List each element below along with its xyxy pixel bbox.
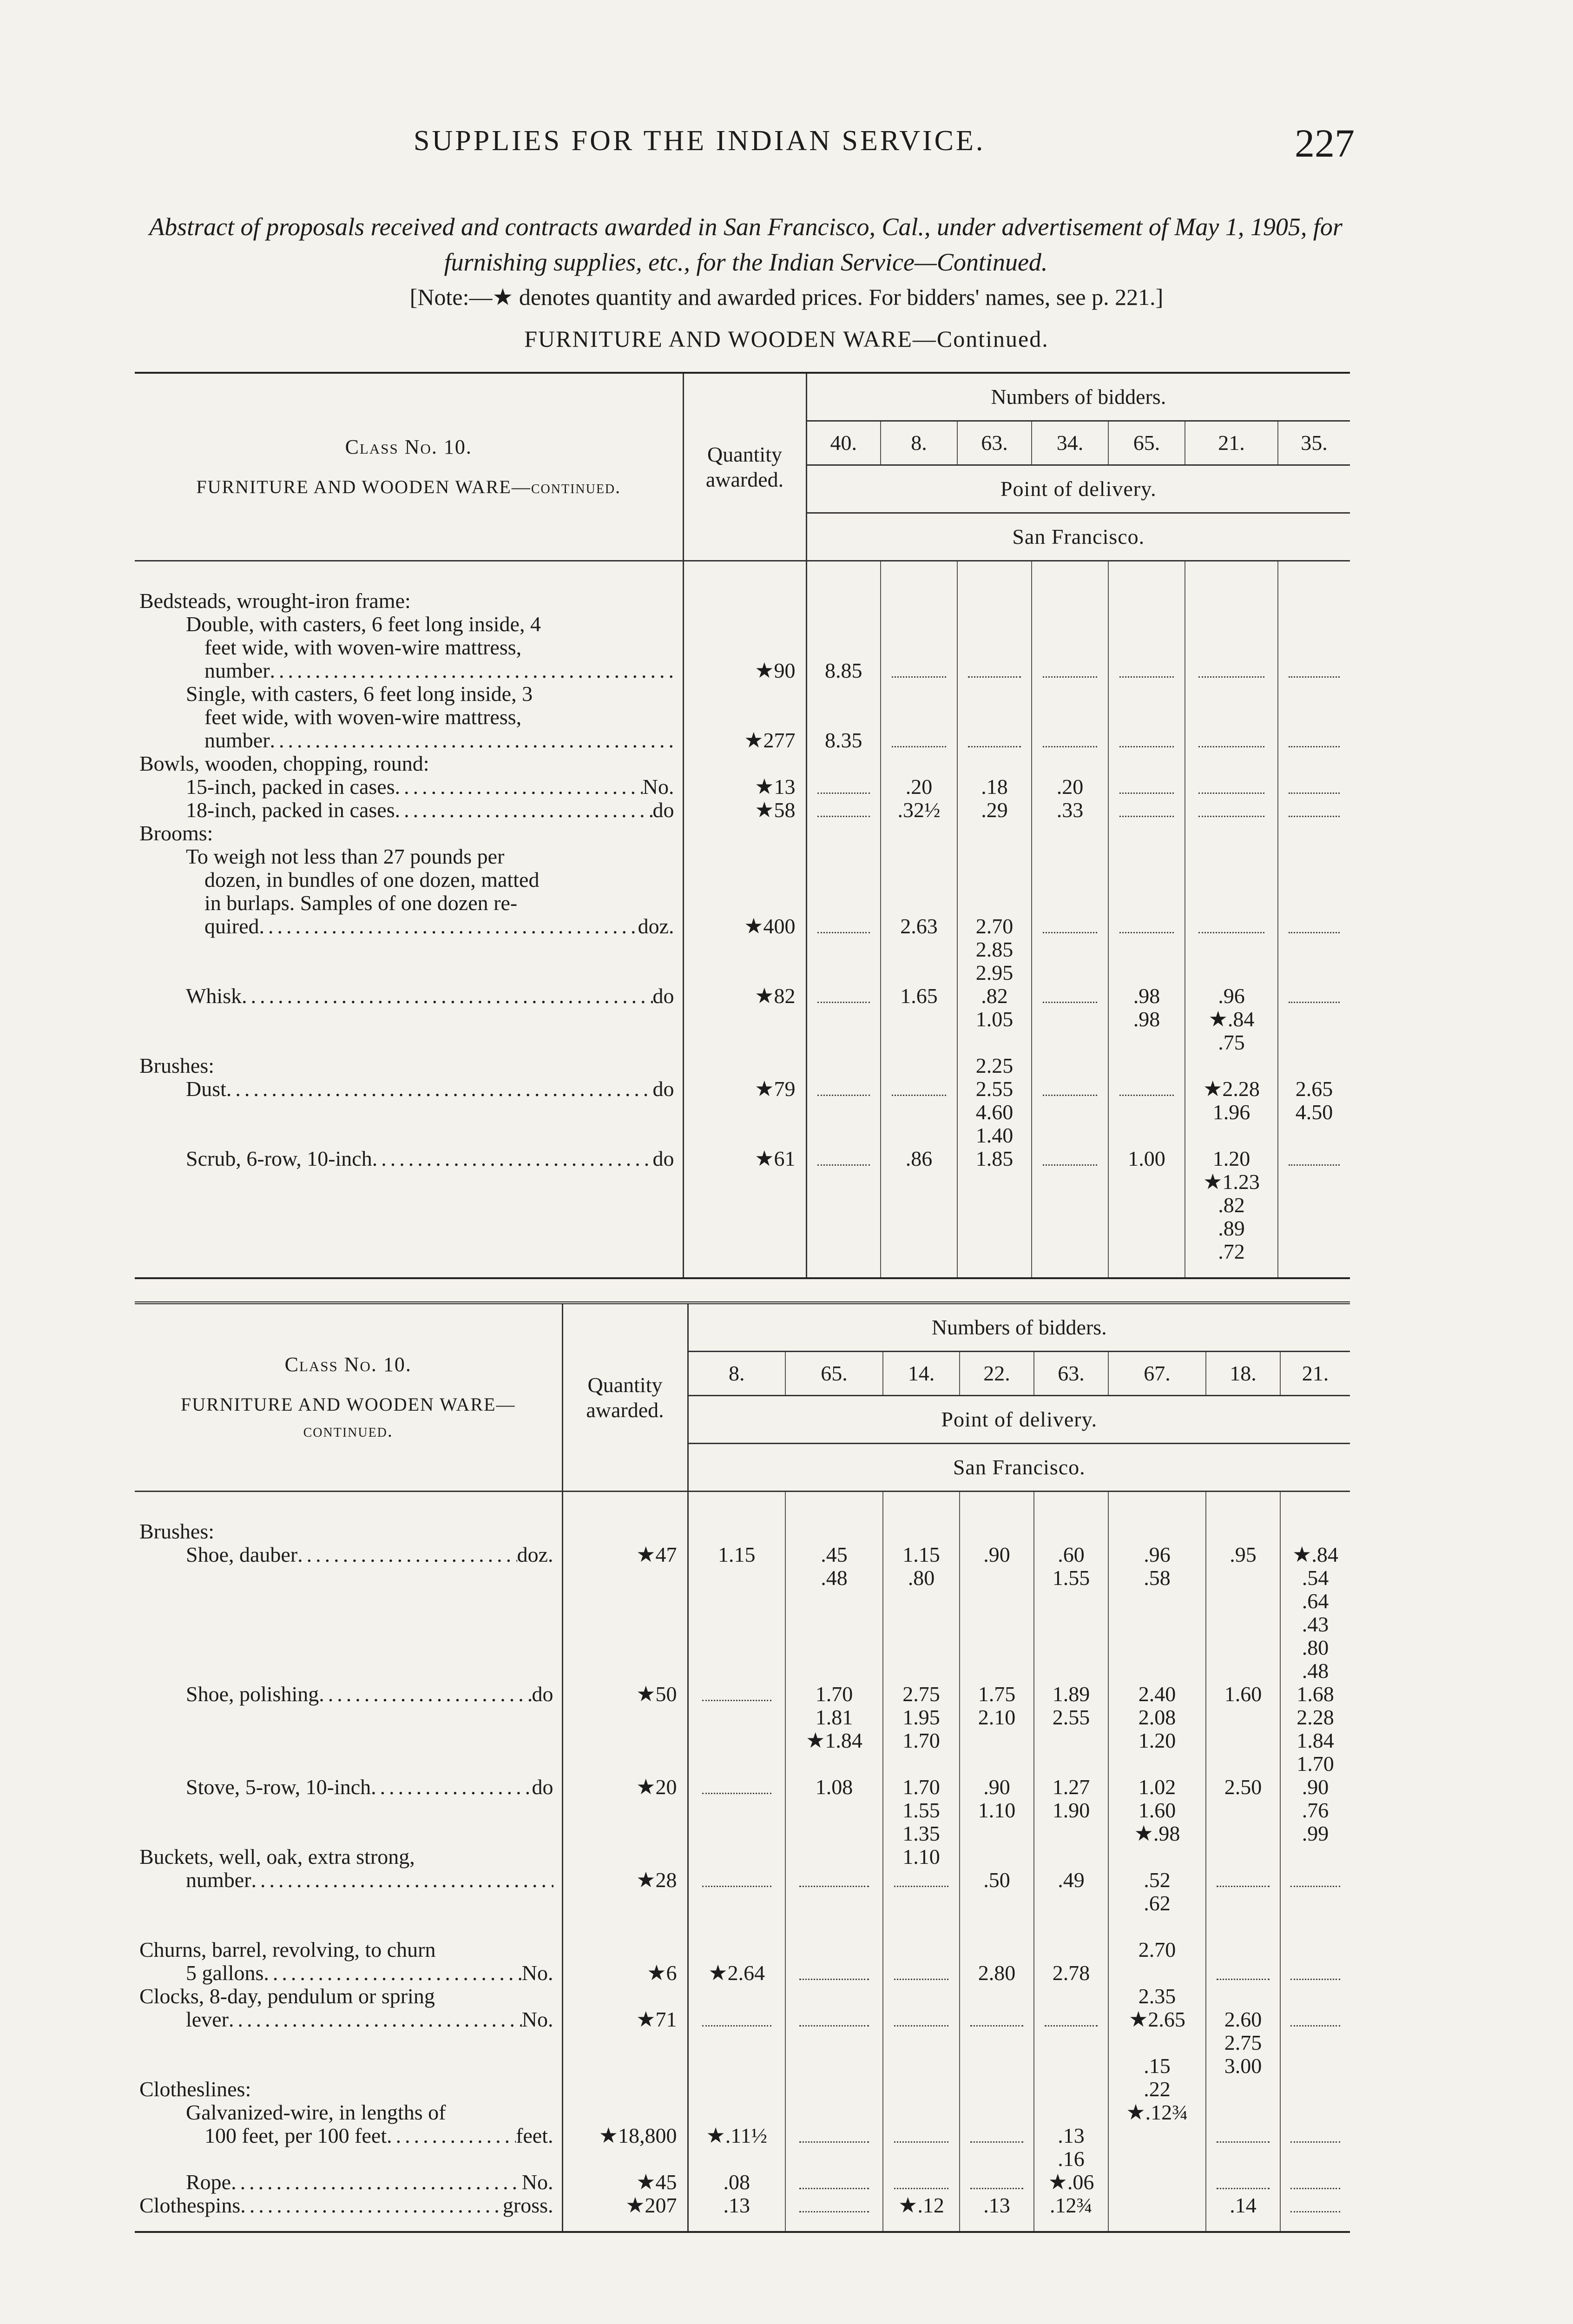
item-line: Double, with casters, 6 feet long inside, 4 (186, 613, 541, 636)
bid-value: .12¾ (1050, 2193, 1093, 2217)
item-line: Rope ..... No. (139, 2171, 553, 2194)
bid-value: 2.70 (975, 914, 1014, 938)
bidders-header: Numbers of bidders. (806, 373, 1350, 421)
item-line: Whisk ..... do (139, 984, 674, 1008)
quantity-value: ★18,800 (599, 2124, 677, 2147)
item-line: number ..... (139, 729, 674, 752)
bid-value: 2.70 (1138, 1938, 1176, 1961)
bid-value: .58 (1144, 1566, 1171, 1590)
bid-value: 1.55 (1052, 1566, 1090, 1590)
bid-value: 2.80 (978, 1961, 1016, 1985)
quantity-column (683, 561, 806, 1279)
bidder-number: 63. (1034, 1352, 1108, 1396)
item-line: quired ..... doz. (139, 915, 674, 938)
bid-value: 4.60 (975, 1100, 1014, 1124)
bid-value: .60 (1058, 1543, 1085, 1566)
bid-value: 1.55 (902, 1798, 940, 1822)
item-line: 15-inch, packed in cases ..... No. (139, 775, 674, 799)
bid-value: 2.08 (1138, 1705, 1176, 1729)
bid-value: 1.27 (1052, 1775, 1090, 1799)
bid-value: ★1.23 (1203, 1170, 1260, 1194)
class-header (135, 1303, 562, 1492)
quantity-value: ★13 (755, 775, 796, 799)
bid-value: 1.75 (978, 1682, 1016, 1706)
item-line: Dust ..... do (139, 1077, 674, 1101)
bid-value: .90 (1302, 1775, 1329, 1799)
bidder-number: 40. (830, 431, 857, 455)
item-line: Buckets, well, oak, extra strong, (139, 1845, 415, 1868)
class-header (135, 373, 683, 561)
bid-value: 2.28 (1297, 1705, 1334, 1729)
section-title: FURNITURE AND WOODEN WARE—Continued. (524, 326, 1049, 352)
bid-value: 2.50 (1224, 1775, 1262, 1799)
quantity-value: ★71 (636, 2007, 677, 2031)
bidder-65-column (785, 1492, 883, 2232)
bid-value: 1.81 (815, 1705, 853, 1729)
bid-value: .62 (1144, 1891, 1171, 1915)
bidder-number: 34. (1032, 421, 1108, 465)
bid-value: 2.25 (975, 1054, 1014, 1077)
bid-value: 1.20 (1138, 1729, 1176, 1752)
bid-value: .50 (983, 1868, 1010, 1892)
bidder-63-column (957, 561, 1032, 1279)
class-label: Class No. 10. (345, 435, 472, 458)
bid-value: 1.15 (718, 1543, 756, 1566)
bid-value: ★.06 (1048, 2170, 1094, 2194)
bidder-number: 8. (729, 1361, 745, 1385)
table-caption: Abstract of proposals received and contracts awarded in San Francisco, Cal., under advertisement of May 1, 1905, for furnishing supplies, etc., for the Indian Service—Continued. (149, 213, 1343, 276)
bid-value: 2.78 (1052, 1961, 1090, 1985)
bidder-8-column (881, 561, 957, 1279)
bid-value: .98 (1133, 984, 1160, 1008)
item-line: in burlaps. Samples of one dozen re- (204, 891, 518, 915)
bidder-14-column (883, 1492, 960, 2232)
bids-table-2 (135, 1301, 1350, 2233)
bid-value: 2.55 (1052, 1705, 1090, 1729)
bidder-number: 67. (1108, 1352, 1206, 1396)
bid-value: .96 (1144, 1543, 1171, 1566)
bidder-34-column (1032, 561, 1108, 1279)
bid-value: 1.20 (1212, 1147, 1251, 1170)
bidder-number: 65. (785, 1352, 883, 1396)
bid-value: 1.70 (815, 1682, 853, 1706)
bid-value: 1.10 (902, 1845, 940, 1868)
bid-value: ★.98 (1134, 1822, 1180, 1845)
bid-value: .80 (908, 1566, 935, 1590)
bid-value: 4.50 (1295, 1100, 1333, 1124)
bid-value: .80 (1302, 1636, 1329, 1659)
item-line: lever ..... No. (139, 2008, 553, 2031)
bid-value: .64 (1302, 1589, 1329, 1613)
bid-value: 2.95 (975, 961, 1014, 984)
bid-value: 1.95 (902, 1705, 940, 1729)
bid-value: .14 (1230, 2193, 1257, 2217)
bid-value: ★2.64 (708, 1961, 765, 1985)
bidder-8-column (688, 1492, 785, 2232)
item-line: Stove, 5-row, 10-inch ..... do (139, 1776, 553, 1799)
bid-value: .13 (983, 2193, 1010, 2217)
bidder-65-column (1108, 561, 1185, 1279)
bid-value: .20 (905, 775, 933, 799)
bid-value: 1.60 (1138, 1798, 1176, 1822)
bid-value: .90 (983, 1775, 1010, 1799)
bid-value: .16 (1058, 2147, 1085, 2171)
bid-value: 1.70 (902, 1729, 940, 1752)
item-group-label: Bedsteads, wrought-iron frame: (139, 589, 411, 613)
bid-value: .96 (1218, 984, 1245, 1008)
item-line: 18-inch, packed in cases ..... do (139, 799, 674, 822)
quantity-value: ★82 (755, 984, 796, 1008)
bid-value: .15 (1144, 2054, 1171, 2078)
quantity-header: Quantity awarded. (562, 1303, 688, 1492)
bid-value: 1.70 (902, 1775, 940, 1799)
bid-value: .75 (1218, 1030, 1245, 1054)
bid-value: 1.10 (978, 1798, 1016, 1822)
bid-value: .99 (1302, 1822, 1329, 1845)
bid-value: .72 (1218, 1240, 1245, 1263)
item-line: Clothespins ..... gross. (139, 2194, 553, 2217)
item-line: 5 gallons ..... No. (139, 1961, 553, 1985)
note-line: [Note:—★ denotes quantity and awarded prices. For bidders' names, see p. 221.] (409, 284, 1164, 310)
bid-value: 1.60 (1224, 1682, 1262, 1706)
bidder-35-column (1278, 561, 1350, 1279)
item-line: Shoe, dauber ..... doz. (139, 1543, 553, 1566)
quantity-value: ★58 (755, 798, 796, 822)
bid-value: .54 (1302, 1566, 1329, 1590)
bid-value: ★2.65 (1129, 2007, 1185, 2031)
item-group-label: Brushes: (139, 1520, 214, 1543)
bid-value: 1.85 (975, 1147, 1014, 1170)
bid-value: 2.63 (900, 914, 938, 938)
bid-value: 1.15 (902, 1543, 940, 1566)
quantity-value: ★61 (755, 1147, 796, 1170)
quantity-value: ★400 (744, 914, 796, 938)
quantity-value: ★90 (755, 659, 796, 682)
delivery-place: San Francisco. (1012, 525, 1145, 548)
delivery-place: San Francisco. (953, 1455, 1086, 1479)
bidder-number: 35. (1278, 421, 1350, 465)
bid-value: 2.60 (1224, 2007, 1262, 2031)
item-group-label: Clotheslines: (139, 2078, 251, 2101)
quantity-value: ★277 (744, 728, 796, 752)
bid-value: .52 (1144, 1868, 1171, 1892)
item-descriptions (135, 561, 683, 1279)
bidder-21-column (1280, 1492, 1350, 2232)
bidder-number: 21. (1280, 1352, 1350, 1396)
bid-value: .76 (1302, 1798, 1329, 1822)
bid-value: .32½ (897, 798, 941, 822)
bid-value: .43 (1302, 1612, 1329, 1636)
quantity-value: ★20 (636, 1775, 677, 1799)
class-label: Class No. 10. (284, 1353, 412, 1376)
bid-value: 1.35 (902, 1822, 940, 1845)
bid-value: 2.55 (975, 1077, 1014, 1101)
quantity-value: ★79 (755, 1077, 796, 1101)
bidder-40-column (806, 561, 881, 1279)
class-subtitle: FURNITURE AND WOODEN WARE—continued. (180, 1393, 516, 1441)
bidder-63-column (1034, 1492, 1108, 2232)
item-group-label: Bowls, wooden, chopping, round: (139, 752, 429, 775)
bidder-number: 22. (960, 1352, 1034, 1396)
bidder-21-column (1185, 561, 1278, 1279)
page-number: 227 (1295, 121, 1355, 165)
item-line: Churns, barrel, revolving, to churn (139, 1938, 436, 1961)
quantity-value: ★50 (636, 1682, 677, 1706)
bid-value: 2.65 (1295, 1077, 1333, 1101)
bid-value: 1.70 (1297, 1752, 1334, 1776)
class-subtitle: FURNITURE AND WOODEN WARE—continued. (196, 476, 621, 497)
bid-value: 8.35 (825, 728, 862, 752)
bid-value: .13 (723, 2193, 750, 2217)
bid-value: 1.65 (900, 984, 938, 1008)
bidder-number: 65. (1108, 421, 1185, 465)
quantity-value: ★28 (636, 1868, 677, 1892)
item-line: To weigh not less than 27 pounds per (186, 845, 505, 868)
quantity-column (562, 1492, 688, 2232)
bid-value: ★.12 (898, 2193, 944, 2217)
bid-value: 2.40 (1138, 1682, 1176, 1706)
item-descriptions (135, 1492, 562, 2232)
bid-value: 2.75 (902, 1682, 940, 1706)
bidder-number: 18. (1206, 1352, 1280, 1396)
bid-value: 2.75 (1224, 2031, 1262, 2054)
item-line: number ..... (139, 659, 674, 682)
item-group-label: Brushes: (139, 1054, 214, 1077)
bid-value: .20 (1056, 775, 1084, 799)
quantity-value: ★6 (647, 1961, 677, 1985)
bid-value: 1.02 (1138, 1775, 1176, 1799)
bid-value: 1.90 (1052, 1798, 1090, 1822)
bid-value: 2.35 (1138, 1984, 1176, 2008)
bid-value: ★2.28 (1203, 1077, 1260, 1101)
bid-value: 1.89 (1052, 1682, 1090, 1706)
delivery-header: Point of delivery. (1000, 477, 1157, 501)
bidder-22-column (960, 1492, 1034, 2232)
bid-value: 8.85 (825, 659, 862, 682)
bid-value: 1.84 (1297, 1729, 1334, 1752)
item-line: feet wide, with woven-wire mattress, (204, 636, 522, 659)
item-line: Galvanized-wire, in lengths of (186, 2101, 446, 2124)
page-header (0, 121, 1573, 180)
bid-value: 3.00 (1224, 2054, 1262, 2078)
bid-value: ★.12¾ (1126, 2100, 1188, 2124)
bid-value: .45 (821, 1543, 848, 1566)
item-line: Clocks, 8-day, pendulum or spring (139, 1985, 435, 2008)
bid-value: 2.85 (975, 938, 1014, 961)
bid-value: .98 (1133, 1007, 1160, 1031)
bid-value: .48 (821, 1566, 848, 1590)
item-group-label: Brooms: (139, 822, 213, 845)
item-line: dozen, in bundles of one dozen, matted (204, 868, 540, 891)
quantity-header: Quantity awarded. (683, 373, 806, 561)
quantity-value: ★207 (625, 2193, 677, 2217)
bidder-18-column (1206, 1492, 1280, 2232)
bid-value: .22 (1144, 2077, 1171, 2101)
bid-value: .90 (983, 1543, 1010, 1566)
bid-value: 2.10 (978, 1705, 1016, 1729)
bidder-number: 14. (883, 1352, 960, 1396)
bid-value: 1.05 (975, 1007, 1014, 1031)
bidder-67-column (1108, 1492, 1206, 2232)
bid-value: .48 (1302, 1659, 1329, 1683)
bid-value: .82 (1218, 1193, 1245, 1217)
item-line: Scrub, 6-row, 10-inch ..... do (139, 1147, 674, 1170)
bids-table-1 (135, 372, 1350, 1279)
delivery-header: Point of delivery. (941, 1407, 1098, 1431)
bidder-number: 8. (881, 421, 957, 465)
bid-value: .33 (1056, 798, 1084, 822)
bid-value: 1.08 (815, 1775, 853, 1799)
bid-value: .18 (981, 775, 1008, 799)
item-line: Shoe, polishing ..... do (139, 1683, 553, 1706)
bid-value: .13 (1058, 2124, 1085, 2147)
bid-value: .29 (981, 798, 1008, 822)
bid-value: 1.40 (975, 1123, 1014, 1147)
quantity-value: ★45 (636, 2170, 677, 2194)
bidders-header: Numbers of bidders. (688, 1303, 1350, 1352)
bidder-number: 63. (957, 421, 1032, 465)
bid-value: .82 (981, 984, 1008, 1008)
running-head: SUPPLIES FOR THE INDIAN SERVICE. (414, 125, 986, 157)
item-line: Single, with casters, 6 feet long inside, 3 (186, 682, 533, 706)
item-line: number ..... (139, 1868, 553, 1892)
bid-value: ★.84 (1208, 1007, 1255, 1031)
quantity-value: ★47 (636, 1543, 677, 1566)
bid-value: ★.84 (1292, 1543, 1338, 1566)
bid-value: .49 (1058, 1868, 1085, 1892)
bid-value: 1.96 (1212, 1100, 1251, 1124)
bidder-number: 21. (1185, 421, 1278, 465)
bid-value: 1.68 (1297, 1682, 1334, 1706)
bid-value: ★.11½ (706, 2124, 768, 2147)
item-line: 100 feet, per 100 feet ..... feet. (139, 2124, 553, 2147)
bid-value: .86 (905, 1147, 933, 1170)
bid-value: 1.00 (1128, 1147, 1165, 1170)
item-line: feet wide, with woven-wire mattress, (204, 706, 522, 729)
bid-value: .95 (1230, 1543, 1257, 1566)
bid-value: ★1.84 (806, 1729, 862, 1752)
bid-value: .89 (1218, 1216, 1245, 1240)
bid-value: .08 (723, 2170, 750, 2194)
